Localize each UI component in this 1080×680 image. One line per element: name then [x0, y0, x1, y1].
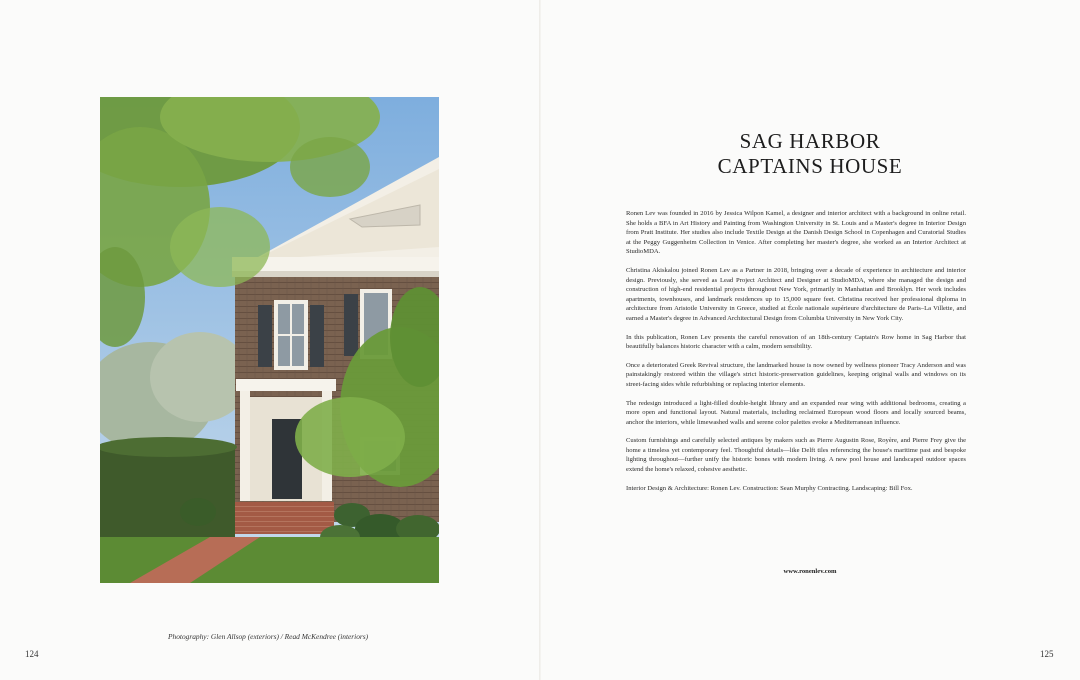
article-paragraph: The redesign introduced a light-filled double-height library and an expanded rear wing with additional bedrooms, creating a more open and functional layout. Natural materials, including reclaimed European wood floors and locally sourced beams, anchor the interiors, while limewashed walls and serene color palettes evoke a Mediterranean influence.	[626, 399, 966, 426]
page-gutter	[539, 0, 541, 680]
article-paragraph: Custom furnishings and carefully selected antiques by makers such as Pierre Augustin Rose, Royère, and Pierre Frey give the home a timeless yet contemporary feel. Thoughtful details—like Delft tiles referencing the house's maritime past and bespoke lighting throughout—further unify the historic bones with modern living. A new pool house and landscaped outdoor spaces extend the home's relaxed, cohesive aesthetic.	[626, 437, 966, 474]
article-title-line-2: CAPTAINS HOUSE	[717, 154, 903, 178]
page-number-right: 125	[1040, 649, 1054, 659]
article-paragraph: In this publication, Ronen Lev presents the careful renovation of an 18th-century Captain's Row home in Sag Harbor that beautifully balances historic character with a calm, modern sensibility.	[626, 333, 966, 351]
article-title	[660, 129, 960, 179]
website-link[interactable]: www.ronenlev.com	[783, 568, 837, 575]
article-paragraph: Once a deteriorated Greek Revival structure, the landmarked house is now owned by wellness pioneer Tracy Anderson and was painstakingly restored within the village's strict historic-preservation guidelines, keeping original walls and windows on its street-facing sides while refurbishing or replacing interior elements.	[626, 361, 966, 388]
article-body	[626, 209, 966, 502]
article-paragraph: Christina Akiskalou joined Ronen Lev as a Partner in 2018, bringing over a decade of experience in architecture and interior design. Previously, she served as Lead Project Architect and Designer at StudioMDA, where she managed the design and construction of high-end residential projects throughout New York, primarily in Manhattan and Brooklyn. Her work includes apartments, townhouses, and landmark residences up to 15,000 square feet. Christina received her professional diploma in architecture from Aristotle University in Greece, studied at École nationale supérieure d'architecture de Paris–La Villette, and earned a Master's degree in Advanced Architectural Design from Columbia University in New York City.	[626, 266, 966, 322]
page-number-left: 124	[25, 649, 39, 659]
photo-credit: Photography: Glen Allsop (exteriors) / Read McKendree (interiors)	[168, 632, 369, 641]
article-credits: Interior Design & Architecture: Ronen Lev. Construction: Sean Murphy Contracting. Landscaping: Bill Fox.	[626, 484, 913, 492]
article-paragraph: Ronen Lev was founded in 2016 by Jessica Wilpon Kamel, a designer and interior architect with a background in online retail. She holds a BFA in Art History and Painting from Washington University in St. Louis and a Master's degree in Interior Design from Pratt Institute. Her studies also include Textile Design at the Danish Design School in Copenhagen and Curatorial Studies at the Peggy Guggenheim Collection in Venice. After completing her master's degree, she worked as an Interior Architect at StudioMDA.	[626, 210, 966, 256]
house-photo	[100, 97, 439, 583]
article-title-line-1: SAG HARBOR	[739, 129, 881, 153]
